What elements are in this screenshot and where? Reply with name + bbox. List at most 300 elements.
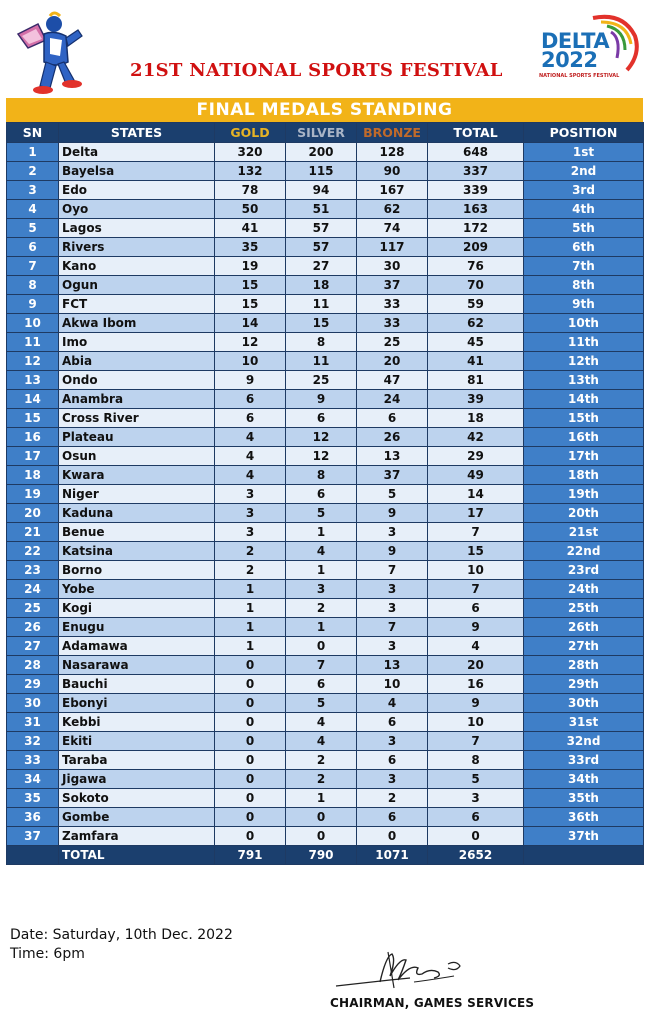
cell-sn: 25 bbox=[7, 599, 59, 618]
cell-state: Kaduna bbox=[59, 504, 215, 523]
cell-silver: 4 bbox=[286, 713, 357, 732]
cell-total: 20 bbox=[428, 656, 524, 675]
cell-gold: 50 bbox=[215, 200, 286, 219]
cell-total: 42 bbox=[428, 428, 524, 447]
cell-position: 31st bbox=[524, 713, 644, 732]
cell-bronze: 3 bbox=[357, 732, 428, 751]
cell-position: 3rd bbox=[524, 181, 644, 200]
time-text: Time: 6pm bbox=[10, 946, 85, 962]
cell-state: Plateau bbox=[59, 428, 215, 447]
table-header-row bbox=[7, 123, 644, 143]
cell-total-sn bbox=[7, 846, 59, 865]
table-row bbox=[7, 314, 644, 333]
table-row bbox=[7, 295, 644, 314]
cell-gold: 4 bbox=[215, 447, 286, 466]
cell-bronze: 30 bbox=[357, 257, 428, 276]
table-row bbox=[7, 599, 644, 618]
cell-position: 9th bbox=[524, 295, 644, 314]
cell-state: Ekiti bbox=[59, 732, 215, 751]
cell-sn: 3 bbox=[7, 181, 59, 200]
cell-sn: 22 bbox=[7, 542, 59, 561]
delta-2022-logo bbox=[535, 14, 643, 84]
cell-gold: 0 bbox=[215, 789, 286, 808]
cell-total: 41 bbox=[428, 352, 524, 371]
logo-subtitle: NATIONAL SPORTS FESTIVAL bbox=[539, 73, 620, 79]
cell-bronze: 2 bbox=[357, 789, 428, 808]
cell-state: Katsina bbox=[59, 542, 215, 561]
cell-bronze: 90 bbox=[357, 162, 428, 181]
table-row bbox=[7, 770, 644, 789]
cell-silver: 4 bbox=[286, 542, 357, 561]
cell-sn: 1 bbox=[7, 143, 59, 162]
cell-total: 7 bbox=[428, 523, 524, 542]
cell-gold: 0 bbox=[215, 751, 286, 770]
cell-total: 6 bbox=[428, 808, 524, 827]
cell-position: 29th bbox=[524, 675, 644, 694]
cell-state: Abia bbox=[59, 352, 215, 371]
cell-total: 45 bbox=[428, 333, 524, 352]
table-row bbox=[7, 219, 644, 238]
cell-total: 16 bbox=[428, 675, 524, 694]
signatory-title: CHAIRMAN, GAMES SERVICES bbox=[330, 996, 535, 1010]
cell-gold: 12 bbox=[215, 333, 286, 352]
cell-state: Niger bbox=[59, 485, 215, 504]
cell-position: 32nd bbox=[524, 732, 644, 751]
cell-position: 14th bbox=[524, 390, 644, 409]
cell-total: 39 bbox=[428, 390, 524, 409]
cell-gold: 15 bbox=[215, 276, 286, 295]
col-header-total: TOTAL bbox=[428, 123, 524, 143]
cell-state: Kebbi bbox=[59, 713, 215, 732]
cell-bronze: 10 bbox=[357, 675, 428, 694]
cell-total: 59 bbox=[428, 295, 524, 314]
cell-silver: 8 bbox=[286, 466, 357, 485]
cell-gold: 1 bbox=[215, 580, 286, 599]
page-header bbox=[0, 0, 648, 100]
medals-table bbox=[6, 122, 644, 865]
table-row bbox=[7, 238, 644, 257]
logo-line-year: 2022 bbox=[541, 48, 598, 72]
cell-total: 209 bbox=[428, 238, 524, 257]
cell-state: Edo bbox=[59, 181, 215, 200]
cell-bronze: 26 bbox=[357, 428, 428, 447]
table-row bbox=[7, 713, 644, 732]
cell-silver: 5 bbox=[286, 694, 357, 713]
cell-state: Rivers bbox=[59, 238, 215, 257]
cell-bronze: 6 bbox=[357, 409, 428, 428]
cell-silver: 2 bbox=[286, 599, 357, 618]
cell-gold: 4 bbox=[215, 428, 286, 447]
cell-total: 17 bbox=[428, 504, 524, 523]
logo-wordmark bbox=[541, 29, 610, 72]
cell-state: Kogi bbox=[59, 599, 215, 618]
cell-silver: 6 bbox=[286, 675, 357, 694]
cell-position: 12th bbox=[524, 352, 644, 371]
cell-state: Oyo bbox=[59, 200, 215, 219]
cell-state: Delta bbox=[59, 143, 215, 162]
festival-title: 21ST NATIONAL SPORTS FESTIVAL bbox=[130, 60, 503, 81]
col-header-gold: GOLD bbox=[215, 123, 286, 143]
cell-sn: 11 bbox=[7, 333, 59, 352]
cell-state: Bayelsa bbox=[59, 162, 215, 181]
cell-bronze: 6 bbox=[357, 808, 428, 827]
table-row bbox=[7, 732, 644, 751]
cell-position: 20th bbox=[524, 504, 644, 523]
cell-total-total: 2652 bbox=[428, 846, 524, 865]
cell-gold: 132 bbox=[215, 162, 286, 181]
cell-total: 6 bbox=[428, 599, 524, 618]
cell-gold: 3 bbox=[215, 523, 286, 542]
col-header-sn: SN bbox=[7, 123, 59, 143]
cell-state: Taraba bbox=[59, 751, 215, 770]
cell-total: 29 bbox=[428, 447, 524, 466]
cell-sn: 21 bbox=[7, 523, 59, 542]
cell-gold: 0 bbox=[215, 770, 286, 789]
cell-silver: 7 bbox=[286, 656, 357, 675]
signature-image bbox=[330, 946, 480, 998]
cell-gold: 3 bbox=[215, 485, 286, 504]
cell-gold: 0 bbox=[215, 694, 286, 713]
cell-bronze: 3 bbox=[357, 580, 428, 599]
cell-bronze: 25 bbox=[357, 333, 428, 352]
col-header-silver: SILVER bbox=[286, 123, 357, 143]
cell-bronze: 62 bbox=[357, 200, 428, 219]
cell-sn: 7 bbox=[7, 257, 59, 276]
cell-position: 16th bbox=[524, 428, 644, 447]
cell-total-position bbox=[524, 846, 644, 865]
medals-table-container bbox=[6, 98, 643, 865]
cell-bronze: 7 bbox=[357, 561, 428, 580]
cell-position: 25th bbox=[524, 599, 644, 618]
cell-total: 18 bbox=[428, 409, 524, 428]
cell-sn: 26 bbox=[7, 618, 59, 637]
table-row bbox=[7, 694, 644, 713]
cell-total: 5 bbox=[428, 770, 524, 789]
cell-total: 62 bbox=[428, 314, 524, 333]
cell-silver: 2 bbox=[286, 770, 357, 789]
cell-sn: 10 bbox=[7, 314, 59, 333]
cell-bronze: 167 bbox=[357, 181, 428, 200]
cell-position: 21st bbox=[524, 523, 644, 542]
cell-sn: 17 bbox=[7, 447, 59, 466]
cell-state: Anambra bbox=[59, 390, 215, 409]
cell-position: 10th bbox=[524, 314, 644, 333]
cell-sn: 30 bbox=[7, 694, 59, 713]
cell-total: 8 bbox=[428, 751, 524, 770]
cell-sn: 36 bbox=[7, 808, 59, 827]
cell-gold: 9 bbox=[215, 371, 286, 390]
cell-silver: 18 bbox=[286, 276, 357, 295]
cell-gold: 0 bbox=[215, 827, 286, 846]
cell-sn: 24 bbox=[7, 580, 59, 599]
cell-silver: 94 bbox=[286, 181, 357, 200]
cell-gold: 0 bbox=[215, 656, 286, 675]
cell-silver: 1 bbox=[286, 523, 357, 542]
cell-total: 163 bbox=[428, 200, 524, 219]
cell-state: Zamfara bbox=[59, 827, 215, 846]
cell-silver: 4 bbox=[286, 732, 357, 751]
cell-total: 172 bbox=[428, 219, 524, 238]
table-row bbox=[7, 390, 644, 409]
table-row bbox=[7, 371, 644, 390]
cell-state: Adamawa bbox=[59, 637, 215, 656]
cell-state: Akwa Ibom bbox=[59, 314, 215, 333]
cell-state: Sokoto bbox=[59, 789, 215, 808]
cell-total: 337 bbox=[428, 162, 524, 181]
cell-gold: 1 bbox=[215, 599, 286, 618]
cell-state: Ogun bbox=[59, 276, 215, 295]
cell-silver: 1 bbox=[286, 561, 357, 580]
cell-total: 10 bbox=[428, 561, 524, 580]
table-row bbox=[7, 409, 644, 428]
cell-gold: 35 bbox=[215, 238, 286, 257]
col-header-states: STATES bbox=[59, 123, 215, 143]
cell-position: 13th bbox=[524, 371, 644, 390]
cell-silver: 12 bbox=[286, 447, 357, 466]
cell-total-gold: 791 bbox=[215, 846, 286, 865]
cell-position: 1st bbox=[524, 143, 644, 162]
cell-bronze: 37 bbox=[357, 466, 428, 485]
cell-position: 6th bbox=[524, 238, 644, 257]
cell-sn: 31 bbox=[7, 713, 59, 732]
cell-state: Osun bbox=[59, 447, 215, 466]
cell-bronze: 37 bbox=[357, 276, 428, 295]
cell-gold: 15 bbox=[215, 295, 286, 314]
cell-position: 33rd bbox=[524, 751, 644, 770]
cell-position: 22nd bbox=[524, 542, 644, 561]
cell-sn: 15 bbox=[7, 409, 59, 428]
cell-total: 49 bbox=[428, 466, 524, 485]
cell-position: 2nd bbox=[524, 162, 644, 181]
cell-bronze: 47 bbox=[357, 371, 428, 390]
table-row bbox=[7, 352, 644, 371]
table-row bbox=[7, 181, 644, 200]
cell-bronze: 6 bbox=[357, 713, 428, 732]
cell-total: 0 bbox=[428, 827, 524, 846]
cell-total: 10 bbox=[428, 713, 524, 732]
mascot-logo bbox=[10, 10, 90, 98]
cell-total: 9 bbox=[428, 618, 524, 637]
cell-sn: 18 bbox=[7, 466, 59, 485]
cell-silver: 9 bbox=[286, 390, 357, 409]
cell-silver: 11 bbox=[286, 295, 357, 314]
cell-total-silver: 790 bbox=[286, 846, 357, 865]
cell-gold: 14 bbox=[215, 314, 286, 333]
cell-total-bronze: 1071 bbox=[357, 846, 428, 865]
table-row bbox=[7, 257, 644, 276]
table-row bbox=[7, 580, 644, 599]
cell-bronze: 3 bbox=[357, 599, 428, 618]
cell-state: Ondo bbox=[59, 371, 215, 390]
cell-bronze: 3 bbox=[357, 770, 428, 789]
cell-sn: 2 bbox=[7, 162, 59, 181]
cell-state: Lagos bbox=[59, 219, 215, 238]
cell-gold: 19 bbox=[215, 257, 286, 276]
cell-position: 27th bbox=[524, 637, 644, 656]
cell-bronze: 33 bbox=[357, 295, 428, 314]
date-text: Date: Saturday, 10th Dec. 2022 bbox=[10, 927, 233, 943]
cell-position: 8th bbox=[524, 276, 644, 295]
cell-bronze: 5 bbox=[357, 485, 428, 504]
cell-silver: 12 bbox=[286, 428, 357, 447]
cell-state: Borno bbox=[59, 561, 215, 580]
cell-position: 7th bbox=[524, 257, 644, 276]
cell-gold: 6 bbox=[215, 390, 286, 409]
cell-bronze: 13 bbox=[357, 447, 428, 466]
cell-total: 81 bbox=[428, 371, 524, 390]
cell-state: Bauchi bbox=[59, 675, 215, 694]
cell-state: Nasarawa bbox=[59, 656, 215, 675]
table-row bbox=[7, 466, 644, 485]
cell-gold: 0 bbox=[215, 808, 286, 827]
cell-state: Ebonyi bbox=[59, 694, 215, 713]
cell-silver: 6 bbox=[286, 485, 357, 504]
cell-gold: 3 bbox=[215, 504, 286, 523]
cell-position: 11th bbox=[524, 333, 644, 352]
table-row bbox=[7, 333, 644, 352]
cell-silver: 1 bbox=[286, 789, 357, 808]
table-total-row bbox=[7, 846, 644, 865]
table-row bbox=[7, 808, 644, 827]
cell-sn: 27 bbox=[7, 637, 59, 656]
cell-gold: 1 bbox=[215, 618, 286, 637]
cell-bronze: 6 bbox=[357, 751, 428, 770]
cell-bronze: 4 bbox=[357, 694, 428, 713]
cell-position: 30th bbox=[524, 694, 644, 713]
col-header-bronze: BRONZE bbox=[357, 123, 428, 143]
cell-state: Enugu bbox=[59, 618, 215, 637]
cell-sn: 14 bbox=[7, 390, 59, 409]
cell-position: 37th bbox=[524, 827, 644, 846]
cell-gold: 1 bbox=[215, 637, 286, 656]
cell-silver: 11 bbox=[286, 352, 357, 371]
cell-gold: 0 bbox=[215, 713, 286, 732]
cell-sn: 32 bbox=[7, 732, 59, 751]
cell-gold: 10 bbox=[215, 352, 286, 371]
cell-bronze: 20 bbox=[357, 352, 428, 371]
cell-total: 15 bbox=[428, 542, 524, 561]
cell-position: 18th bbox=[524, 466, 644, 485]
table-row bbox=[7, 504, 644, 523]
cell-silver: 5 bbox=[286, 504, 357, 523]
cell-position: 17th bbox=[524, 447, 644, 466]
cell-silver: 8 bbox=[286, 333, 357, 352]
cell-sn: 5 bbox=[7, 219, 59, 238]
table-row bbox=[7, 485, 644, 504]
col-header-position: POSITION bbox=[524, 123, 644, 143]
cell-sn: 35 bbox=[7, 789, 59, 808]
table-row bbox=[7, 751, 644, 770]
cell-position: 24th bbox=[524, 580, 644, 599]
cell-position: 23rd bbox=[524, 561, 644, 580]
cell-silver: 200 bbox=[286, 143, 357, 162]
cell-sn: 29 bbox=[7, 675, 59, 694]
cell-state: Imo bbox=[59, 333, 215, 352]
cell-position: 34th bbox=[524, 770, 644, 789]
cell-gold: 0 bbox=[215, 675, 286, 694]
cell-state: Benue bbox=[59, 523, 215, 542]
cell-sn: 28 bbox=[7, 656, 59, 675]
table-row bbox=[7, 618, 644, 637]
cell-total: 7 bbox=[428, 580, 524, 599]
cell-state: Jigawa bbox=[59, 770, 215, 789]
cell-silver: 1 bbox=[286, 618, 357, 637]
cell-sn: 23 bbox=[7, 561, 59, 580]
table-row bbox=[7, 827, 644, 846]
cell-state: Cross River bbox=[59, 409, 215, 428]
cell-state: Kano bbox=[59, 257, 215, 276]
cell-silver: 6 bbox=[286, 409, 357, 428]
cell-bronze: 74 bbox=[357, 219, 428, 238]
cell-sn: 33 bbox=[7, 751, 59, 770]
logo-line-delta: DELTA bbox=[541, 29, 610, 53]
cell-total: 4 bbox=[428, 637, 524, 656]
cell-silver: 115 bbox=[286, 162, 357, 181]
cell-bronze: 117 bbox=[357, 238, 428, 257]
cell-silver: 0 bbox=[286, 637, 357, 656]
cell-position: 26th bbox=[524, 618, 644, 637]
cell-silver: 3 bbox=[286, 580, 357, 599]
cell-state: Yobe bbox=[59, 580, 215, 599]
table-body bbox=[7, 143, 644, 865]
cell-total-label: TOTAL bbox=[59, 846, 215, 865]
cell-total: 339 bbox=[428, 181, 524, 200]
cell-total: 76 bbox=[428, 257, 524, 276]
cell-gold: 6 bbox=[215, 409, 286, 428]
cell-bronze: 33 bbox=[357, 314, 428, 333]
cell-sn: 34 bbox=[7, 770, 59, 789]
cell-position: 19th bbox=[524, 485, 644, 504]
table-row bbox=[7, 561, 644, 580]
cell-gold: 320 bbox=[215, 143, 286, 162]
cell-total: 7 bbox=[428, 732, 524, 751]
cell-gold: 41 bbox=[215, 219, 286, 238]
table-row bbox=[7, 200, 644, 219]
cell-position: 15th bbox=[524, 409, 644, 428]
cell-bronze: 128 bbox=[357, 143, 428, 162]
cell-total: 3 bbox=[428, 789, 524, 808]
cell-bronze: 0 bbox=[357, 827, 428, 846]
cell-silver: 57 bbox=[286, 238, 357, 257]
table-row bbox=[7, 143, 644, 162]
table-row bbox=[7, 447, 644, 466]
cell-state: Gombe bbox=[59, 808, 215, 827]
cell-bronze: 24 bbox=[357, 390, 428, 409]
cell-position: 28th bbox=[524, 656, 644, 675]
cell-sn: 19 bbox=[7, 485, 59, 504]
cell-bronze: 13 bbox=[357, 656, 428, 675]
cell-position: 35th bbox=[524, 789, 644, 808]
cell-silver: 57 bbox=[286, 219, 357, 238]
cell-bronze: 9 bbox=[357, 504, 428, 523]
cell-sn: 9 bbox=[7, 295, 59, 314]
cell-position: 36th bbox=[524, 808, 644, 827]
table-row bbox=[7, 789, 644, 808]
cell-gold: 2 bbox=[215, 542, 286, 561]
cell-bronze: 7 bbox=[357, 618, 428, 637]
table-row bbox=[7, 523, 644, 542]
cell-bronze: 3 bbox=[357, 523, 428, 542]
cell-silver: 51 bbox=[286, 200, 357, 219]
cell-silver: 0 bbox=[286, 827, 357, 846]
cell-state: FCT bbox=[59, 295, 215, 314]
footer-meta bbox=[10, 926, 233, 964]
cell-bronze: 9 bbox=[357, 542, 428, 561]
table-banner: FINAL MEDALS STANDING bbox=[6, 98, 643, 122]
table-row bbox=[7, 276, 644, 295]
table-row bbox=[7, 656, 644, 675]
cell-total: 648 bbox=[428, 143, 524, 162]
